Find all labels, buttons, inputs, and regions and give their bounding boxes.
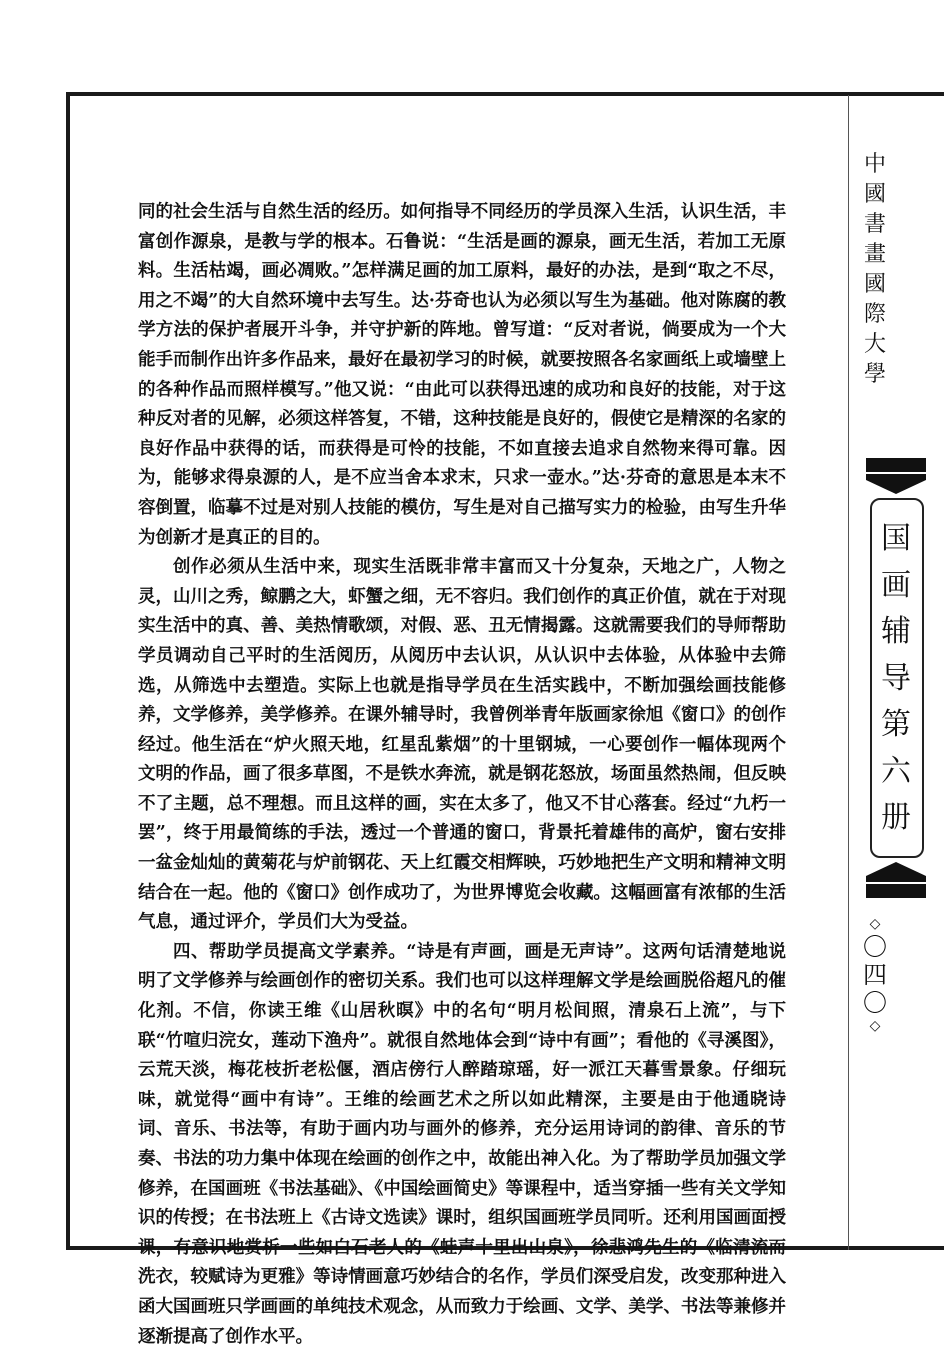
bottom-bar-ornament: [866, 884, 926, 898]
university-char: 國: [863, 272, 886, 297]
university-char: 大: [863, 332, 886, 357]
diamond-icon: ◇: [869, 916, 881, 932]
university-char: 畫: [863, 242, 886, 267]
university-char: 際: [863, 302, 886, 327]
page-number-char: 〇: [863, 933, 887, 961]
university-char: 學: [863, 362, 886, 387]
top-bar-ornament: [866, 458, 926, 472]
paragraph-2: 创作必须从生活中来，现实生活既非常丰富而又十分复杂，天地之广，人物之灵，山川之秀，鲸鹏之大，虾蟹之细，无不容归。我们创作的真正价值，就在于对现实生活中的真、善、美热情歌颂，对假、恶、丑无情揭露。这就需要我们的导师帮助学员调动自己平时的生活阅历，从阅历中去认识，从认识中去体验，从体验中去筛选，从筛选中去塑造。实际上也就是指导学员在生活实践中，不断加强绘画技能修养，文学修养，美学修养。在课外辅导时，我曾例举青年版画家徐旭《窗口》的创作经过。他生活在“炉火照天地，红星乱紫烟”的十里钢城，一心要创作一幅体现两个文明的作品，画了很多草图，不是铁水奔流，就是钢花怒放，场面虽然热闹，但反映不了主题，总不理想。而且这样的画，实在太多了，他又不甘心落套。经过“九朽一罢”，终于用最简练的手法，透过一个普通的窗口，背景托着雄伟的高炉，窗右安排一盆金灿灿的黄菊花与炉前钢花、天上红霞交相辉映，巧妙地把生产文明和精神文明结合在一起。他的《窗口》创作成功了，为世界博览会收藏。这幅画富有浓郁的生活气息，通过评介，学员们大为受益。: [138, 557, 786, 933]
diamond-icon: ◇: [869, 1018, 881, 1034]
paragraph-1: 同的社会生活与自然生活的经历。如何指导不同经历的学员深入生活，认识生活，丰富创作源泉，是教与学的根本。石鲁说：“生活是画的源泉，画无生活，若加工无原料。生活枯竭，画必凋败。”怎样满足画的加工原料，最好的办法，是到“取之不尽，用之不竭”的大自然环境中去写生。达·芬奇也认为必须以写生为基础。他对陈腐的教学方法的保护者展开斗争，并守护新的阵地。曾写道：“反对者说，倘要成为一个大能手而制作出许多作品来，最好在最初学习的时候，就要按照各名家画纸上或墙壁上的各种作品而照样模写。”他又说：“由此可以获得迅速的成功和良好的技能，对于这种反对者的见解，必须这样答复，不错，这种技能是良好的，假使它是精深的名家的良好作品中获得的话，而获得是可怜的技能，不如直接去追求自然物来得可靠。因为，能够求得泉源的人，是不应当舍本求末，只求一壶水。”达·芬奇的意思是本末不容倒置，临摹不过是对别人技能的模仿，写生是对自己描写实力的检验，由写生升华为创新才是真正的目的。: [138, 202, 786, 548]
book-title-char: 六: [881, 753, 911, 789]
book-title-char: 第: [881, 707, 911, 742]
page-number-char: 〇: [863, 989, 887, 1017]
sidebar-divider: [848, 95, 849, 1250]
university-name: [858, 150, 892, 390]
page-number: [858, 915, 892, 1035]
university-char: 書: [863, 212, 886, 237]
university-char: 國: [863, 182, 886, 207]
page-number-char: 四: [863, 961, 887, 989]
book-title-box: [866, 458, 926, 898]
book-title-char: 辅: [881, 614, 911, 649]
book-title-char: 画: [881, 567, 911, 603]
bottom-chevron-ornament: [866, 862, 926, 882]
university-char: 中: [863, 152, 886, 177]
book-title-char: 册: [881, 800, 911, 835]
top-chevron-ornament: [866, 474, 926, 494]
book-title-char: 导: [881, 660, 911, 696]
paragraph-3: 四、帮助学员提高文学素养。“诗是有声画，画是无声诗”。这两句话清楚地说明了文学修养与绘画创作的密切关系。我们也可以这样理解文学是绘画脱俗超凡的催化剂。不信，你读王维《山居秋暝》中的名句“明月松间照，清泉石上流”，与下联“竹喧归浣女，莲动下渔舟”。就很自然地体会到“诗中有画”；看他的《寻溪图》，云荒天淡，梅花枝折老松偃，酒店傍行人醉踏琼瑶，好一派江天暮雪景象。仔细玩味，就觉得“画中有诗”。王维的绘画艺术之所以如此精深，主要是由于他通晓诗词、音乐、书法等，有助于画内功与画外的修养，充分运用诗词的韵律、音乐的节奏、书法的功力集中体现在绘画的创作之中，故能出神入化。为了帮助学员加强文学修养，在国画班《书法基础》、《中国绘画简史》等课程中，适当穿插一些有关文学知识的传授；在书法班上《古诗文选读》课时，组织国画班学员同听。还利用国画面授课，有意识地赏析一些如白石老人的《蛙声十里出山泉》，徐悲鸿先生的《临清流而洗衣，较赋诗为更雅》等诗情画意巧妙结合的名作，学员们深受启发，改变那种进入函大国画班只学画画的单纯技术观念，从而致力于绘画、文学、美学、书法等兼修并逐渐提高了创作水平。: [138, 941, 786, 1347]
book-title: [866, 516, 926, 842]
book-title-char: 国: [881, 521, 911, 556]
body-text: [138, 198, 786, 1352]
